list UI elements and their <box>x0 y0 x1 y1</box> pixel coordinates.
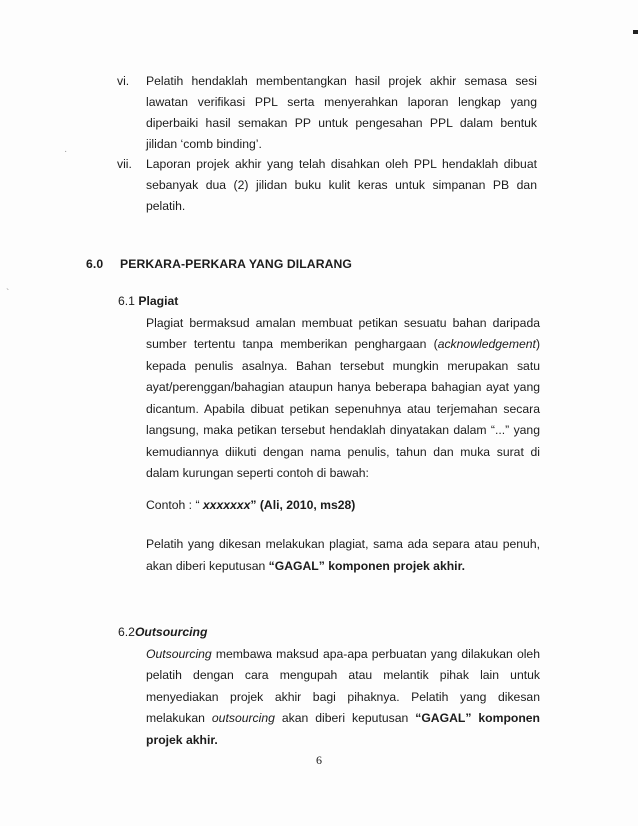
example-placeholder: xxxxxxx <box>202 497 251 512</box>
plagiat-penalty-paragraph <box>146 534 540 577</box>
paragraph-text: Plagiat bermaksud amalan membuat petikan sesuatu bahan daripada sumber tertentu tanpa memberikan penghargaan ( <box>146 315 540 351</box>
plagiat-example <box>146 495 540 517</box>
outsourcing-paragraph <box>146 644 540 752</box>
list-item-text: Pelatih hendaklah membentangkan hasil projek akhir semasa sesi lawatan verifikasi PPL serta menyerahkan laporan lengkap yang diperbaiki hasil semakan PP untuk pengesahan PPL dalam bentuk jilidan ‘comb binding’. <box>146 74 537 151</box>
list-item-number: vii. <box>117 157 132 171</box>
subsection-title <box>118 291 540 313</box>
paragraph-text: ) kepada penulis asalnya. Bahan tersebut mungkin merupakan satu ayat/perenggan/bahagian ataupun hanya beberapa bahagian ayat yang dicantum. Apabila dibuat petikan sepenuhnya atau terjemahan secara langsung, maka petikan tersebut hendaklah dinyatakan dalam “...” yang kemudiannya diikuti dengan nama penulis, tahun dan muka surat di dalam kurungan seperti contoh di bawah: <box>146 337 540 480</box>
scan-speck: · <box>64 146 68 157</box>
page-number: 6 <box>316 753 322 767</box>
paragraph-text: akan diberi keputusan <box>274 711 416 725</box>
paragraph-italic-term: acknowledgement <box>437 337 536 351</box>
paragraph-italic-term: outsourcing <box>211 711 275 725</box>
paragraph-bold-penalty: “GAGAL” komponen projek akhir. <box>268 558 466 573</box>
list-item-vii <box>117 154 537 217</box>
list-item-number: vi. <box>117 74 130 88</box>
list-item-text: Laporan projek akhir yang telah disahkan oleh PPL hendaklah dibuat sebanyak dua (2) jilidan buku kulit keras untuk simpanan PB dan pelatih. <box>146 157 537 213</box>
section-number: 6.0 <box>86 257 104 271</box>
paragraph-text: membawa maksud apa-apa perbuatan yang dilakukan oleh pelatih dengan cara mengupah atau melantik pihak lain untuk menyediakan projek akhir bagi pihaknya. Pelatih yang dikesan melakukan <box>146 646 540 725</box>
subsection-plagiat <box>118 291 540 577</box>
subsection-title <box>118 622 540 644</box>
subsection-outsourcing <box>118 622 540 751</box>
scan-speck: ` <box>6 288 10 299</box>
example-label: Contoh : “ <box>146 497 203 512</box>
section-heading <box>86 257 352 271</box>
list-item-vi <box>117 71 537 155</box>
example-citation: ” (Ali, 2010, ms28) <box>250 497 356 512</box>
plagiat-definition-paragraph <box>146 313 540 485</box>
section-title: PERKARA-PERKARA YANG DILARANG <box>120 257 352 271</box>
subsection-number: 6.2 <box>118 625 135 639</box>
subsection-number: 6.1 <box>118 294 135 308</box>
subsection-title-text: Plagiat <box>138 294 179 308</box>
scan-edge-mark <box>633 30 638 34</box>
paragraph-bold-penalty: “GAGAL” komponen projek akhir. <box>146 711 541 747</box>
paragraph-italic-term: Outsourcing <box>146 646 212 661</box>
paragraph-text: Pelatih yang dikesan melakukan plagiat, sama ada separa atau penuh, akan diberi keputusan <box>146 537 540 573</box>
subsection-title-text: Outsourcing <box>134 625 208 639</box>
